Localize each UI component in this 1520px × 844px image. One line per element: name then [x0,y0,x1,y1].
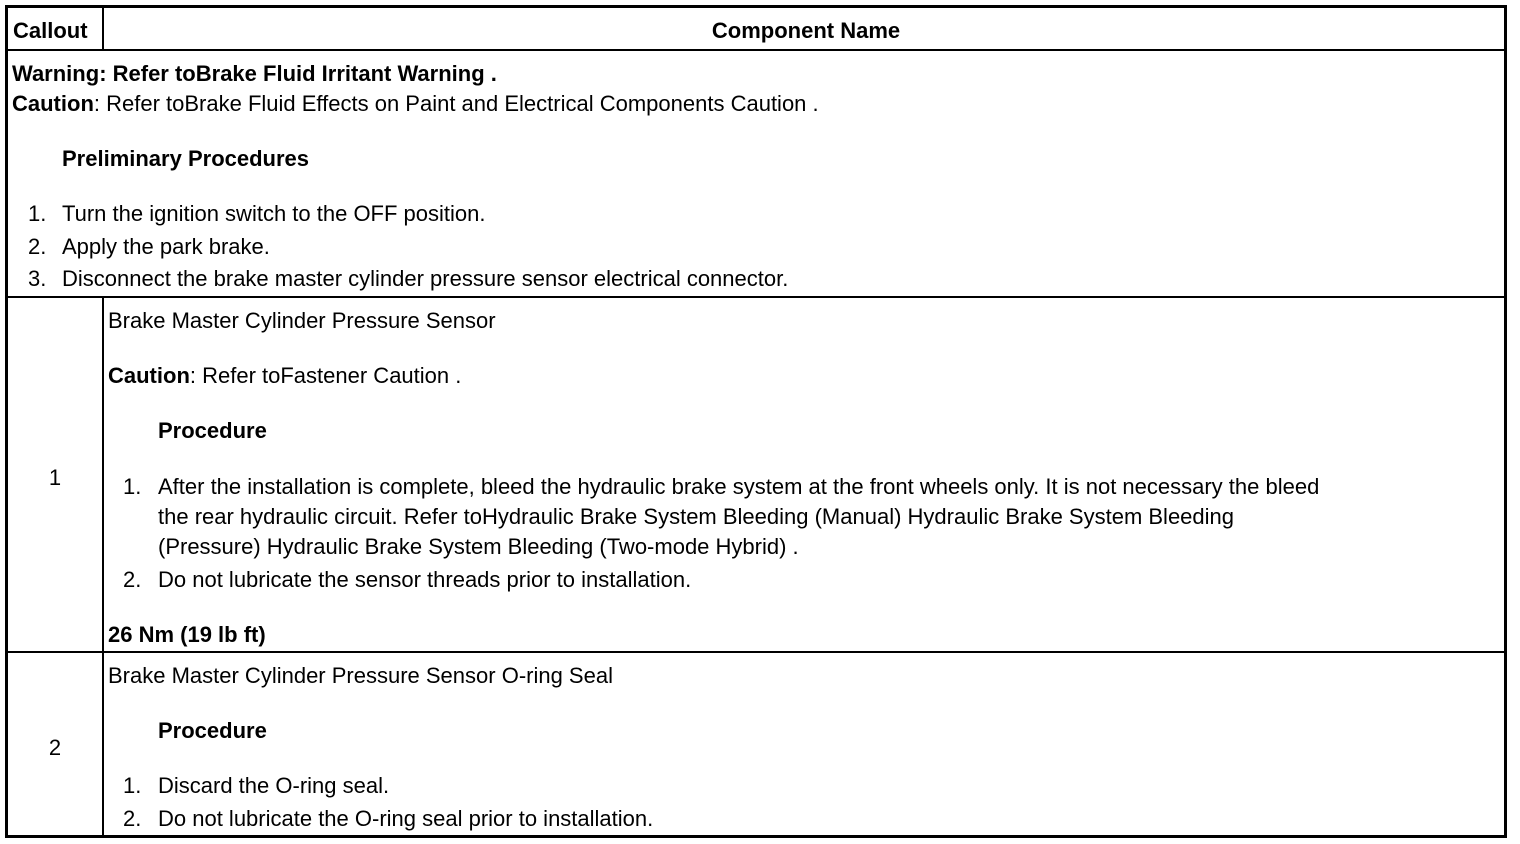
row-callout: 2 [48,735,62,760]
row-procedure-heading: Procedure [158,418,267,443]
preliminary-procedures-heading: Preliminary Procedures [62,146,310,171]
procedure-table [5,5,1507,838]
warning-label: Warning [12,61,100,86]
preamble-step-num: 2. [28,234,47,259]
row-step-text: Do not lubricate the sensor threads prior to installation. [158,567,692,592]
row-step-text: Discard the O-ring seal. [158,773,390,798]
row-callout: 1 [48,465,62,490]
preamble-bottom-rule [8,296,1504,298]
preamble-step-num: 1. [28,201,47,226]
row-caution-text: : Refer toFastener Caution . [189,363,462,388]
row-caution-line [108,363,461,389]
row-step-text: the rear hydraulic circuit. Refer toHydraulic Brake System Bleeding (Manual) Hydraulic Brake System Bleeding [158,504,1235,529]
header-callout: Callout [13,18,88,43]
warning-line [12,61,497,87]
row-step-num: 2. [123,806,142,831]
row-component-name: Brake Master Cylinder Pressure Sensor [108,308,496,333]
row-1-bottom-rule [8,651,1504,653]
caution-line [12,91,819,117]
header-component-name: Component Name [711,18,901,43]
row-step-num: 1. [123,474,142,499]
row-component-name: Brake Master Cylinder Pressure Sensor O-ring Seal [108,663,613,688]
preamble-step-text: Apply the park brake. [62,234,270,259]
header-divider [102,8,104,49]
preamble-step-text: Turn the ignition switch to the OFF position. [62,201,486,226]
preamble-step-num: 3. [28,266,47,291]
row-step-num: 2. [123,567,142,592]
row-step-text: (Pressure) Hydraulic Brake System Bleeding (Two-mode Hybrid) . [158,534,799,559]
row-caution-label: Caution [108,363,190,388]
row-step-text: Do not lubricate the O-ring seal prior to installation. [158,806,654,831]
row-step-text: After the installation is complete, bleed the hydraulic brake system at the front wheels only. It is not necessary the bleed [158,474,1320,499]
preamble-step-text: Disconnect the brake master cylinder pressure sensor electrical connector. [62,266,789,291]
row-step-num: 1. [123,773,142,798]
warning-text: : Refer toBrake Fluid Irritant Warning . [99,61,497,86]
header-bottom-rule [8,49,1504,51]
caution-label: Caution [12,91,94,116]
torque-spec: 26 Nm (19 lb ft) [108,622,266,647]
caution-text: : Refer toBrake Fluid Effects on Paint and Electrical Components Caution . [93,91,819,116]
row-procedure-heading: Procedure [158,718,267,743]
callout-column-divider [102,296,104,835]
